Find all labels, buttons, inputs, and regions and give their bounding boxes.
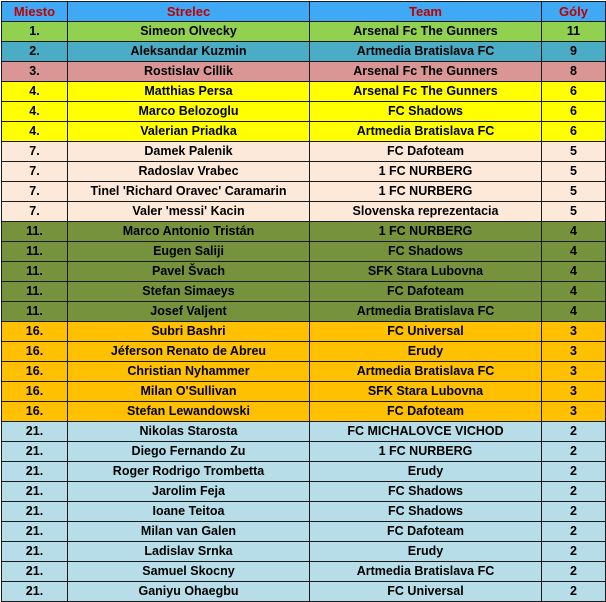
table-row xyxy=(2,282,606,302)
table-row xyxy=(2,522,606,542)
cell-goals: 5 xyxy=(542,182,606,202)
table-row xyxy=(2,262,606,282)
cell-goals: 11 xyxy=(542,22,606,42)
cell-rank: 4. xyxy=(2,102,68,122)
cell-goals: 4 xyxy=(542,262,606,282)
cell-player-name: Christian Nyhammer xyxy=(68,362,310,382)
header-row xyxy=(2,2,606,22)
table-row xyxy=(2,122,606,142)
cell-player-name: Radoslav Vrabec xyxy=(68,162,310,182)
table-row xyxy=(2,402,606,422)
cell-goals: 9 xyxy=(542,42,606,62)
table-row xyxy=(2,82,606,102)
cell-player-name: Marco Antonio Tristán xyxy=(68,222,310,242)
cell-team: Arsenal Fc The Gunners xyxy=(310,62,542,82)
table-row xyxy=(2,442,606,462)
table-row xyxy=(2,102,606,122)
cell-team: SFK Stara Lubovna xyxy=(310,262,542,282)
cell-rank: 7. xyxy=(2,182,68,202)
cell-rank: 4. xyxy=(2,82,68,102)
table-row xyxy=(2,462,606,482)
cell-goals: 3 xyxy=(542,342,606,362)
cell-player-name: Ladislav Srnka xyxy=(68,542,310,562)
cell-goals: 5 xyxy=(542,202,606,222)
table-row xyxy=(2,142,606,162)
cell-goals: 2 xyxy=(542,442,606,462)
cell-goals: 2 xyxy=(542,522,606,542)
cell-team: FC Universal xyxy=(310,322,542,342)
cell-goals: 4 xyxy=(542,282,606,302)
table-row xyxy=(2,162,606,182)
cell-rank: 21. xyxy=(2,442,68,462)
cell-rank: 11. xyxy=(2,242,68,262)
table-row xyxy=(2,62,606,82)
cell-team: FC Dafoteam xyxy=(310,142,542,162)
cell-rank: 16. xyxy=(2,382,68,402)
cell-rank: 11. xyxy=(2,262,68,282)
cell-rank: 16. xyxy=(2,362,68,382)
cell-player-name: Rostislav Cillik xyxy=(68,62,310,82)
cell-team: FC Shadows xyxy=(310,502,542,522)
cell-rank: 16. xyxy=(2,322,68,342)
table-row xyxy=(2,202,606,222)
cell-rank: 21. xyxy=(2,582,68,602)
table-row xyxy=(2,42,606,62)
top-scorers-table xyxy=(1,1,606,602)
table-row xyxy=(2,222,606,242)
cell-rank: 16. xyxy=(2,402,68,422)
table-row xyxy=(2,322,606,342)
table-body xyxy=(2,22,606,602)
cell-team: FC Universal xyxy=(310,582,542,602)
cell-rank: 21. xyxy=(2,502,68,522)
cell-goals: 3 xyxy=(542,322,606,342)
cell-player-name: Ioane Teitoa xyxy=(68,502,310,522)
cell-player-name: Damek Palenik xyxy=(68,142,310,162)
cell-goals: 6 xyxy=(542,102,606,122)
cell-rank: 21. xyxy=(2,482,68,502)
cell-goals: 2 xyxy=(542,422,606,442)
cell-team: Artmedia Bratislava FC xyxy=(310,42,542,62)
cell-rank: 11. xyxy=(2,302,68,322)
cell-player-name: Tinel 'Richard Oravec' Caramarin xyxy=(68,182,310,202)
cell-goals: 2 xyxy=(542,462,606,482)
cell-player-name: Aleksandar Kuzmin xyxy=(68,42,310,62)
cell-team: Erudy xyxy=(310,462,542,482)
cell-team: Artmedia Bratislava FC xyxy=(310,122,542,142)
header-team: Team xyxy=(310,2,542,22)
cell-rank: 3. xyxy=(2,62,68,82)
header-name: Strelec xyxy=(68,2,310,22)
cell-player-name: Simeon Olvecky xyxy=(68,22,310,42)
table-row xyxy=(2,342,606,362)
table-row xyxy=(2,362,606,382)
cell-goals: 5 xyxy=(542,162,606,182)
cell-player-name: Stefan Lewandowski xyxy=(68,402,310,422)
cell-goals: 6 xyxy=(542,122,606,142)
cell-goals: 2 xyxy=(542,542,606,562)
cell-team: Erudy xyxy=(310,342,542,362)
cell-team: SFK Stara Lubovna xyxy=(310,382,542,402)
cell-player-name: Marco Belozoglu xyxy=(68,102,310,122)
cell-goals: 4 xyxy=(542,242,606,262)
cell-player-name: Stefan Simaeys xyxy=(68,282,310,302)
cell-rank: 21. xyxy=(2,422,68,442)
header-goals: Góly xyxy=(542,2,606,22)
cell-goals: 2 xyxy=(542,482,606,502)
cell-player-name: Nikolas Starosta xyxy=(68,422,310,442)
cell-goals: 4 xyxy=(542,302,606,322)
cell-player-name: Ganiyu Ohaegbu xyxy=(68,582,310,602)
cell-rank: 1. xyxy=(2,22,68,42)
table-row xyxy=(2,482,606,502)
cell-team: Arsenal Fc The Gunners xyxy=(310,22,542,42)
cell-rank: 11. xyxy=(2,282,68,302)
cell-team: Arsenal Fc The Gunners xyxy=(310,82,542,102)
cell-goals: 6 xyxy=(542,82,606,102)
cell-player-name: Valerian Priadka xyxy=(68,122,310,142)
cell-player-name: Samuel Skocny xyxy=(68,562,310,582)
cell-player-name: Milan van Galen xyxy=(68,522,310,542)
cell-player-name: Pavel Švach xyxy=(68,262,310,282)
cell-goals: 2 xyxy=(542,562,606,582)
cell-team: FC Shadows xyxy=(310,242,542,262)
cell-team: Artmedia Bratislava FC xyxy=(310,362,542,382)
cell-team: FC Dafoteam xyxy=(310,402,542,422)
table-row xyxy=(2,382,606,402)
cell-player-name: Milan O'Sullivan xyxy=(68,382,310,402)
cell-player-name: Matthias Persa xyxy=(68,82,310,102)
cell-player-name: Josef Valjent xyxy=(68,302,310,322)
table-row xyxy=(2,22,606,42)
cell-goals: 3 xyxy=(542,362,606,382)
cell-player-name: Roger Rodrigo Trombetta xyxy=(68,462,310,482)
cell-rank: 16. xyxy=(2,342,68,362)
cell-rank: 7. xyxy=(2,202,68,222)
cell-team: 1 FC NURBERG xyxy=(310,182,542,202)
cell-player-name: Eugen Saliji xyxy=(68,242,310,262)
cell-goals: 5 xyxy=(542,142,606,162)
table-row xyxy=(2,542,606,562)
cell-goals: 4 xyxy=(542,222,606,242)
cell-rank: 2. xyxy=(2,42,68,62)
cell-goals: 8 xyxy=(542,62,606,82)
cell-team: Artmedia Bratislava FC xyxy=(310,302,542,322)
cell-player-name: Jarolim Feja xyxy=(68,482,310,502)
table-row xyxy=(2,182,606,202)
table-row xyxy=(2,422,606,442)
cell-rank: 7. xyxy=(2,162,68,182)
cell-team: 1 FC NURBERG xyxy=(310,162,542,182)
cell-goals: 3 xyxy=(542,402,606,422)
header-rank: Miesto xyxy=(2,2,68,22)
table-row xyxy=(2,302,606,322)
table-row xyxy=(2,562,606,582)
cell-rank: 7. xyxy=(2,142,68,162)
cell-rank: 4. xyxy=(2,122,68,142)
cell-team: Artmedia Bratislava FC xyxy=(310,562,542,582)
cell-player-name: Diego Fernando Zu xyxy=(68,442,310,462)
cell-team: FC MICHALOVCE VICHOD xyxy=(310,422,542,442)
table-row xyxy=(2,242,606,262)
cell-team: FC Shadows xyxy=(310,482,542,502)
cell-player-name: Jéferson Renato de Abreu xyxy=(68,342,310,362)
cell-rank: 21. xyxy=(2,462,68,482)
cell-player-name: Valer 'messi' Kacin xyxy=(68,202,310,222)
cell-team: 1 FC NURBERG xyxy=(310,222,542,242)
cell-rank: 21. xyxy=(2,542,68,562)
cell-player-name: Subri Bashri xyxy=(68,322,310,342)
cell-team: FC Dafoteam xyxy=(310,282,542,302)
table-row xyxy=(2,502,606,522)
cell-goals: 2 xyxy=(542,582,606,602)
cell-team: FC Dafoteam xyxy=(310,522,542,542)
cell-team: Erudy xyxy=(310,542,542,562)
cell-team: FC Shadows xyxy=(310,102,542,122)
cell-rank: 21. xyxy=(2,522,68,542)
cell-team: 1 FC NURBERG xyxy=(310,442,542,462)
table-row xyxy=(2,582,606,602)
cell-goals: 2 xyxy=(542,502,606,522)
cell-goals: 3 xyxy=(542,382,606,402)
cell-team: Slovenska reprezentacia xyxy=(310,202,542,222)
cell-rank: 11. xyxy=(2,222,68,242)
cell-rank: 21. xyxy=(2,562,68,582)
